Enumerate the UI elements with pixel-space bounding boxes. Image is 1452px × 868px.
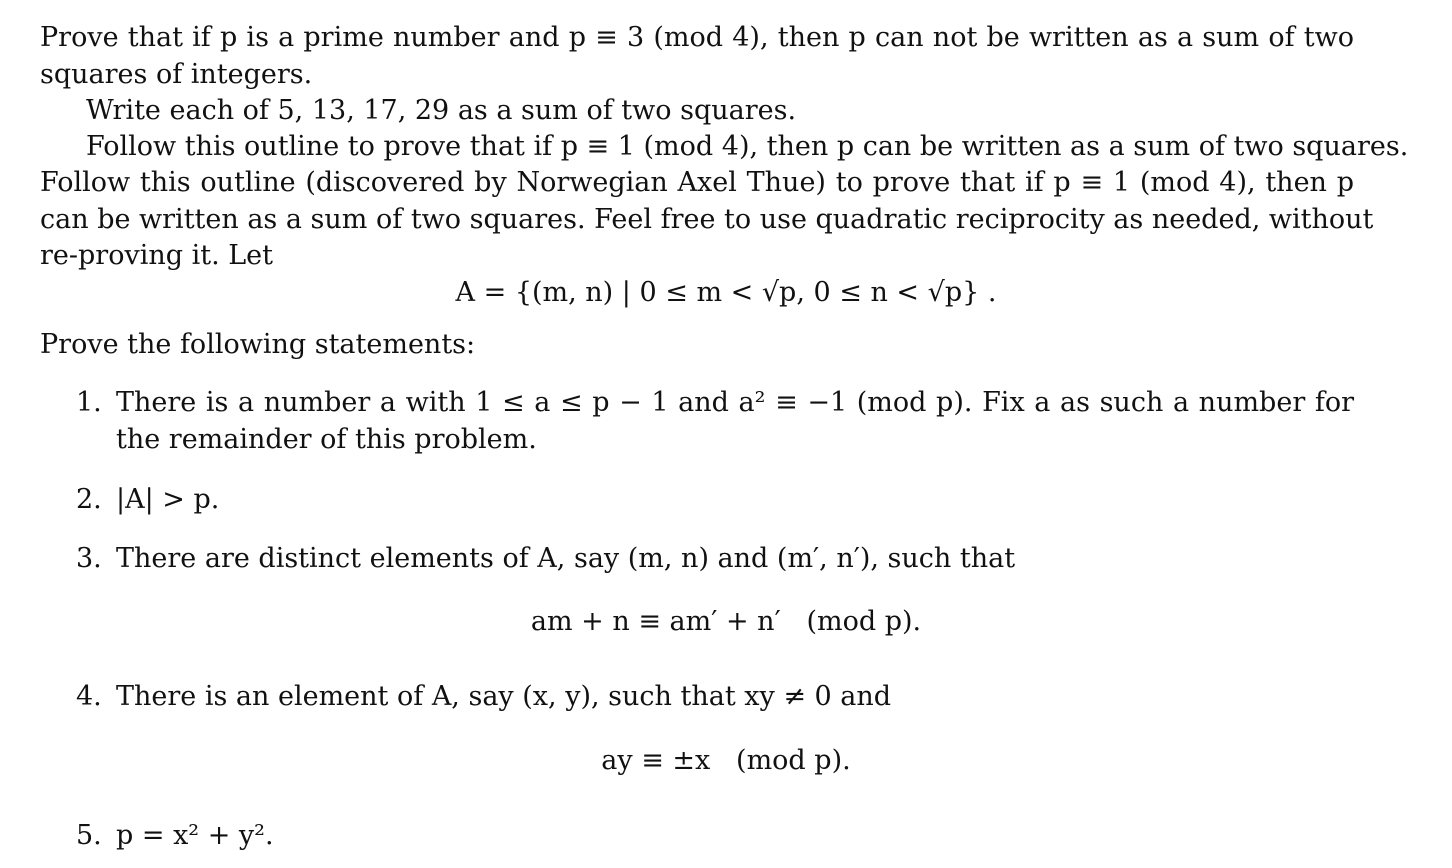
para2: Write each of 5, 13, 17, 29 as a sum of two squares. — [86, 95, 797, 126]
para1-line2: squares of integers. — [40, 59, 313, 90]
item-3-number: 3. — [76, 543, 102, 574]
para4-line2: can be written as a sum of two squares. Feel free to use quadratic reciprocity as needed, without — [40, 204, 1374, 235]
item-4-line1: There is an element of A, say (x, y), such that xy ≠ 0 and — [116, 681, 892, 712]
item-2-number: 2. — [76, 484, 102, 515]
para4-line3: re-proving it. Let — [40, 240, 274, 271]
definition-equation: A = {(m, n) | 0 ≤ m < √p, 0 ≤ n < √p} . — [455, 277, 997, 308]
item-3-line1: There are distinct elements of A, say (m, n) and (m′, n′), such that — [116, 543, 1016, 574]
item-4-number: 4. — [76, 681, 102, 712]
item-1-line2: the remainder of this problem. — [116, 424, 537, 455]
item-2-line1: |A| > p. — [116, 484, 220, 515]
prove-heading: Prove the following statements: — [40, 329, 476, 360]
para1-line1: Prove that if p is a prime number and p ≡ 3 (mod 4), then p can not be written as a sum of two — [40, 22, 1354, 53]
item-1-number: 1. — [76, 387, 102, 418]
item-1-line1: There is a number a with 1 ≤ a ≤ p − 1 and a² ≡ −1 (mod p). Fix a as such a number for — [116, 387, 1354, 418]
item-4-equation: ay ≡ ±x (mod p). — [601, 745, 851, 776]
para4-line1: Follow this outline (discovered by Norwegian Axel Thue) to prove that if p ≡ 1 (mod 4), then p — [40, 167, 1354, 198]
item-3-equation: am + n ≡ am′ + n′ (mod p). — [530, 606, 922, 637]
para3: Follow this outline to prove that if p ≡ 1 (mod 4), then p can be written as a sum of two squares. — [86, 131, 1409, 162]
item-5-number: 5. — [76, 820, 102, 851]
item-5-line1: p = x² + y². — [116, 820, 274, 851]
